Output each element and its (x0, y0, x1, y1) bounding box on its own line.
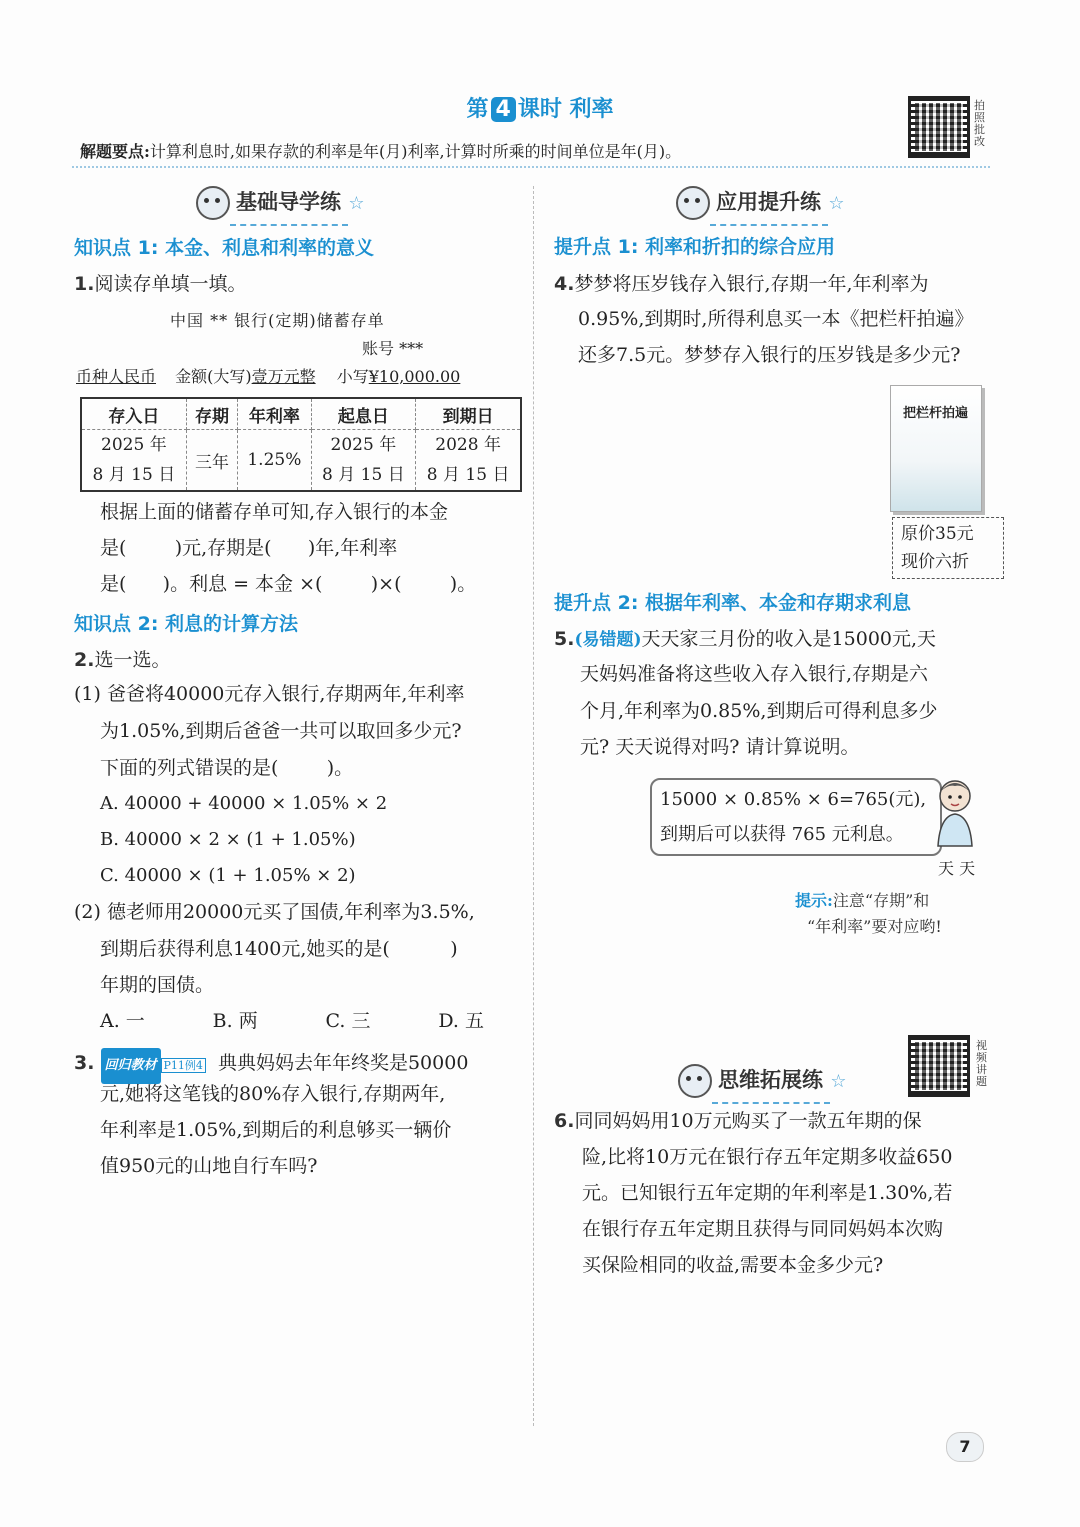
q3-line2: 元,她将这笔钱的80%存入银行,存期两年, (100, 1083, 446, 1105)
q2-part1-line1: (1) 爸爸将40000元存入银行,存期两年,年利率 (74, 683, 465, 705)
price-tag (892, 517, 1004, 579)
table-header: 年利率 (238, 398, 311, 430)
q1-title: 1.阅读存单填一填。 (74, 273, 247, 295)
lesson-title: 第 4 课时 利率 (466, 97, 614, 122)
table-cell: 2025 年 8 月 15 日 (311, 430, 416, 492)
page-number: 7 (946, 1432, 984, 1462)
qr-code-icon[interactable] (908, 96, 970, 158)
table-row (81, 430, 521, 492)
hint-box: 提示:注意“存期”和 “年利率”要对应哟! (795, 888, 942, 940)
table-header-row (81, 398, 521, 430)
q2-part2-line2: 到期后获得利息1400元,她买的是( ) (100, 938, 458, 960)
improvement-point-2: 提升点 2: 根据年利率、本金和存期求利息 (554, 592, 912, 614)
qr-code-video-icon[interactable] (908, 1035, 970, 1097)
q2-part2-line1: (2) 德老师用20000元买了国债,年利率为3.5%, (74, 901, 475, 923)
star-icon: ☆ (830, 1071, 847, 1092)
choice-a[interactable]: A. 一 (100, 1010, 145, 1032)
q4-line3: 还多7.5元。梦梦存入银行的压岁钱是多少元? (578, 344, 961, 366)
speaker-name: 天 天 (938, 859, 976, 878)
table-cell: 2025 年 8 月 15 日 (81, 430, 186, 492)
q2-part2-line3: 年期的国债。 (100, 974, 215, 996)
q5-line4: 元? 天天说得对吗? 请计算说明。 (580, 736, 860, 758)
mascot-icon (678, 1064, 712, 1098)
speech-bubble (650, 778, 942, 856)
q2-part1-line3: 下面的列式错误的是( )。 (100, 757, 354, 779)
q5-line1: 5.(易错题)天天家三月份的收入是15000元,天 (554, 628, 937, 650)
q1-text-line2: 是( )元,存期是( )年,年利率 (100, 537, 398, 559)
q2-choices (100, 1003, 520, 1039)
discount-price: 现价六折 (901, 552, 969, 572)
deposit-slip-table (80, 397, 522, 492)
q2-option-c[interactable]: C. 40000 × (1 + 1.05% × 2) (100, 865, 356, 886)
q2-option-a[interactable]: A. 40000 + 40000 × 1.05% × 2 (100, 793, 388, 814)
boy-avatar-icon (930, 776, 980, 848)
qr-label: 拍照批改 (974, 99, 985, 148)
choice-d[interactable]: D. 五 (438, 1010, 484, 1032)
qr2-label: 视频讲题 (976, 1039, 987, 1088)
table-header: 到期日 (416, 398, 521, 430)
book-cover-image (890, 385, 982, 512)
table-header: 存入日 (81, 398, 186, 430)
mascot-icon (676, 186, 710, 220)
q6-line1: 6.同同妈妈用10万元购买了一款五年期的保 (554, 1110, 922, 1132)
q5-line3: 个月,年利率为0.85%,到期后可得利息多少 (580, 700, 938, 722)
hint-line2: “年利率”要对应哟! (807, 917, 942, 936)
improvement-point-1: 提升点 1: 利率和折扣的综合应用 (554, 236, 836, 258)
q3-line1: 3. 回归教材 P11例4 典典妈妈去年年终奖是50000 (74, 1045, 468, 1084)
choice-c[interactable]: C. 三 (325, 1010, 371, 1032)
q4-line2: 0.95%,到期时,所得利息买一本《把栏杆拍遍》 (578, 308, 974, 330)
section-applied-practice: 应用提升练 ☆ (676, 186, 844, 220)
textbook-badge: 回归教材 (101, 1048, 161, 1084)
mascot-icon (196, 186, 230, 220)
bubble-line1: 15000 × 0.85% × 6=765(元), (660, 789, 927, 810)
q2-title: 2.选一选。 (74, 649, 171, 671)
q5-line2: 天妈妈准备将这些收入存入银行,存期是六 (580, 663, 929, 685)
slip-account: 账号 *** (362, 339, 424, 358)
hint-label: 提示: (795, 891, 833, 910)
star-icon: ☆ (348, 193, 365, 214)
q3-line3: 年利率是1.05%,到期后的利息够买一辆价 (100, 1119, 452, 1141)
q1-text-line1: 根据上面的储蓄存单可知,存入银行的本金 (100, 501, 449, 523)
q6-line3: 元。已知银行五年定期的年利率是1.30%,若 (582, 1182, 953, 1204)
q6-line5: 买保险相同的收益,需要本金多少元? (582, 1254, 884, 1276)
star-icon: ☆ (828, 193, 845, 214)
key-point: 解题要点:计算利息时,如果存款的利率是年(月)利率,计算时所乘的时间单位是年(月)。 (80, 142, 682, 161)
header-divider (72, 166, 990, 168)
q2-option-b[interactable]: B. 40000 × 2 × (1 + 1.05%) (100, 829, 356, 850)
q6-line4: 在银行存五年定期且获得与同同妈妈本次购 (582, 1218, 944, 1240)
original-price: 原价35元 (901, 524, 974, 544)
table-cell: 三年 (186, 430, 237, 492)
q6-line2: 险,比将10万元在银行存五年定期多收益650 (582, 1146, 953, 1168)
table-header: 存期 (186, 398, 237, 430)
lesson-number: 4 (491, 97, 516, 122)
section-thinking-extension: 思维拓展练 ☆ (678, 1064, 846, 1098)
q3-line4: 值950元的山地自行车吗? (100, 1155, 318, 1177)
knowledge-point-2: 知识点 2: 利息的计算方法 (74, 613, 299, 635)
q2-part1-line2: 为1.05%,到期后爸爸一共可以取回多少元? (100, 720, 462, 742)
table-cell: 2028 年 8 月 15 日 (416, 430, 521, 492)
q4-line1: 4.梦梦将压岁钱存入银行,存期一年,年利率为 (554, 273, 929, 295)
table-cell: 1.25% (238, 430, 311, 492)
textbook-ref: P11例4 (161, 1058, 206, 1073)
bubble-line2: 到期后可以获得 765 元利息。 (660, 824, 904, 845)
column-divider (533, 186, 534, 1426)
slip-title: 中国 ** 银行(定期)储蓄存单 (170, 311, 385, 330)
book-title: 把栏杆拍遍 (903, 406, 969, 421)
section-basic-practice: 基础导学练 ☆ (196, 186, 364, 220)
knowledge-point-1: 知识点 1: 本金、利息和利率的意义 (74, 237, 375, 259)
slip-amount-row: 币种人民币 金额(大写)壹万元整 小写¥10,000.00 (76, 367, 461, 386)
table-header: 起息日 (311, 398, 416, 430)
error-prone-tag: (易错题) (574, 630, 642, 650)
q1-text-line3: 是( )。利息 = 本金 ×( )×( )。 (100, 573, 477, 595)
choice-b[interactable]: B. 两 (212, 1010, 258, 1032)
